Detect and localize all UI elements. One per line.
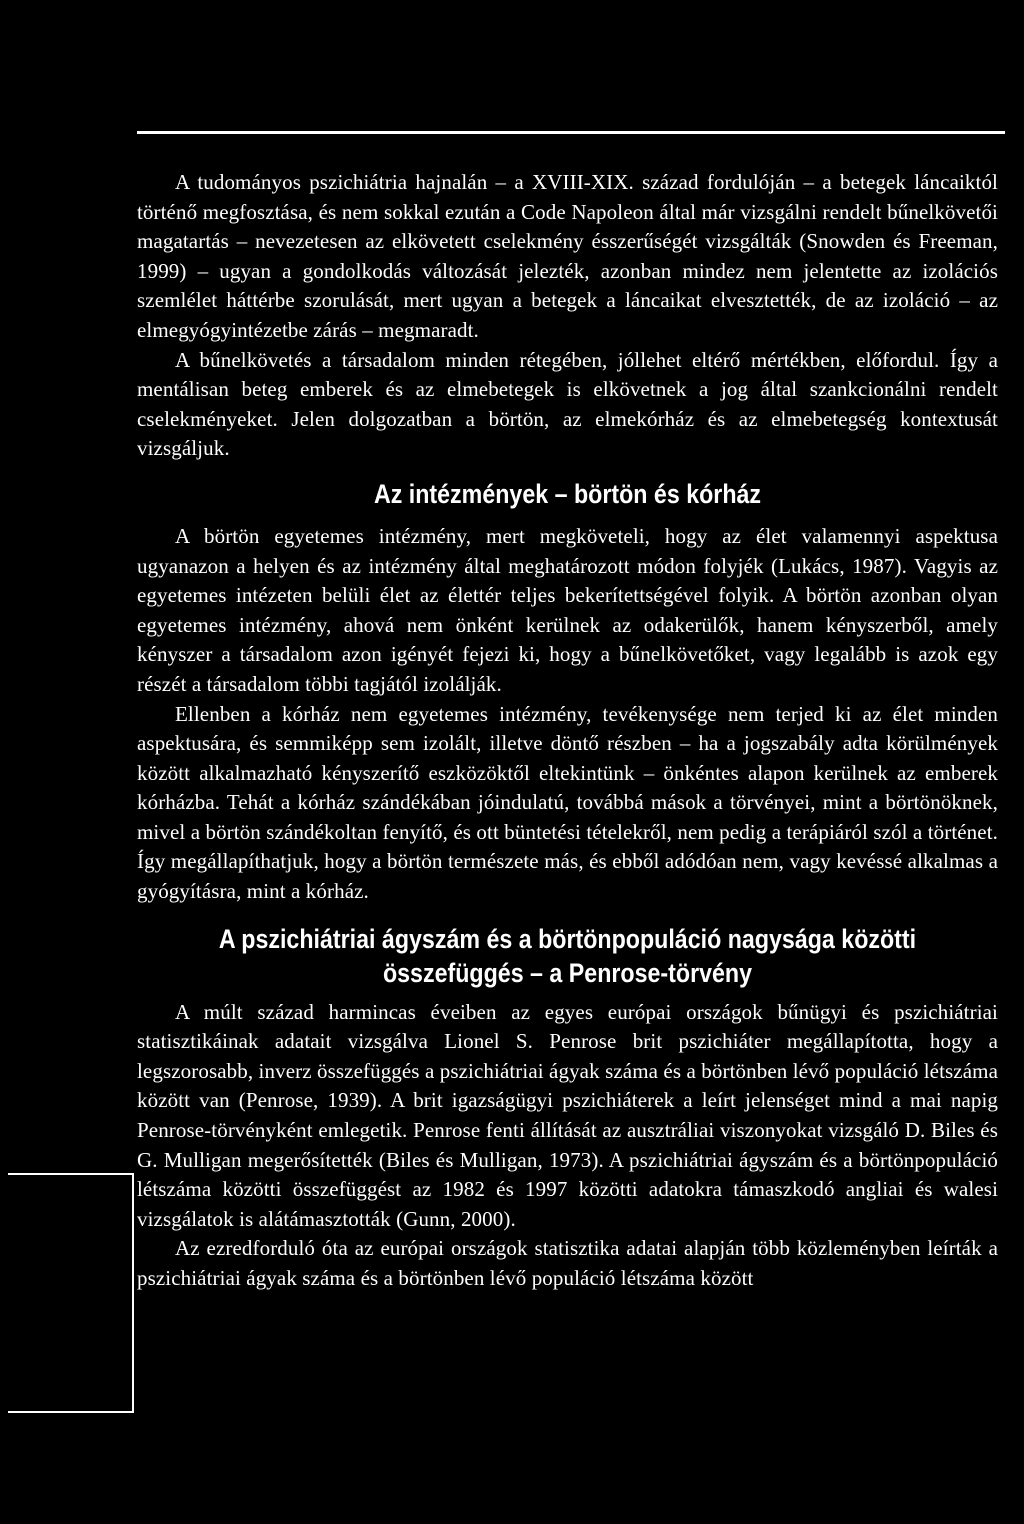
intro-paragraph-1: A tudományos pszichiátria hajnalán – a XVIII-XIX. század fordulóján – a betegek láncaiktól történő megfosztása, és nem sokkal ezután a Code Napoleon által már vizsgálni rendelt bűnelkövetői magatartás – nevezetesen az elkövetett cselekmény ésszerűségét vizsgálták (Snowden és Freeman, 1999) – ugyan a gondolkodás változását jelezték, azonban mindez nem jelentette az izolációs szemlélet háttérbe szorulását, mert ugyan a betegek a láncaikat elvesztették, de az izoláció – az elmegyógyintézetbe zárás – megmaradt. [137,170,998,342]
institutions-paragraph-1: A börtön egyetemes intézmény, mert megköveteli, hogy az élet valamennyi aspektusa ugyanazon a helyen és az intézmény által meghatározott módon folyjék (Lukács, 1987). Vagyis az egyetemes intézeten belüli élet az élettér teljes bekerítettségével folyik. A börtön azonban olyan egyetemes intézmény, ahová nem önként kerülnek az odakerülők, hanem kényszerből, amely kényszer a társadalom azon igényét fejezi ki, hogy a bűnelkövetőket, vagy legalább is azok egy részét a társadalom többi tagjától izolálják. [137,523,998,696]
section-heading-penrose [197,922,937,990]
margin-box [8,1173,134,1413]
section-heading-penrose-line-1: A pszichiátriai ágyszám és a börtönpopuláció nagysága közötti [218,923,917,954]
penrose-paragraph-2: Az ezredforduló óta az európai országok statisztika adatai alapján több közleményben leírták a pszichiátriai ágyak száma és a börtönben lévő populáció létszáma között [137,1236,998,1290]
section-heading-institutions: Az intézmények – börtön és kórház [373,478,762,509]
text-column [137,168,998,1294]
penrose-paragraph-1: A múlt század harmincas éveiben az egyes európai országok bűnügyi és pszichiátriai statisztikáinak adatait vizsgálva Lionel S. Penrose brit pszichiáter megállapította, hogy a legszorosabb, inverz összefüggés a pszichiátriai ágyak száma és a börtönben lévő populáció létszáma között van (Penrose, 1939). A brit igazságügyi pszichiáterek a leírt jelenséget mind a mai napig Penrose-törvényként emlegetik. Penrose fenti állítását az ausztráliai viszonyokat vizsgáló D. Biles és G. Mulligan megerősítették (Biles és Mulligan, 1973). A pszichiátriai ágyszám és a börtönpopuláció létszáma közötti összefüggést az 1982 és 1997 közötti adatokra támaszkodó angliai és walesi vizsgálatok is alátámasztották (Gunn, 2000). [137,999,998,1231]
institutions-paragraph-2: Ellenben a kórház nem egyetemes intézmény, tevékenysége nem terjed ki az élet minden aspektusára, és semmiképp sem izolált, illetve döntő részben – ha a jogszabály adta körülmények között alkalmazható kényszerítő eszközöktől eltekintünk – önkéntes alapon kerülnek az emberek kórházba. Tehát a kórház szándékában jóindulatú, továbbá mások a törvényei, mint a börtönöknek, mivel a börtön szándékoltan fenyítő, és ott büntetési tételekről, nem pedig a terápiáról szól a történet. Így megállapíthatjuk, hogy a börtön természete más, és ebből adódóan nem, vagy kevéssé alkalmas a gyógyításra, mint a kórház. [137,701,998,904]
intro-paragraph-2: A bűnelkövetés a társadalom minden rétegében, jóllehet eltérő mértékben, előfordul. Így a mentálisan beteg emberek és az elmebetegek is elkövetnek a jog által szankcionálni rendelt cselekményeket. Jelen dolgozatban a börtön, az elmekórház és az elmebetegség kontextusát vizsgáljuk. [137,347,998,461]
section-heading-penrose-line-2: összefüggés – a Penrose-törvény [382,957,753,988]
top-rule [137,131,1005,134]
